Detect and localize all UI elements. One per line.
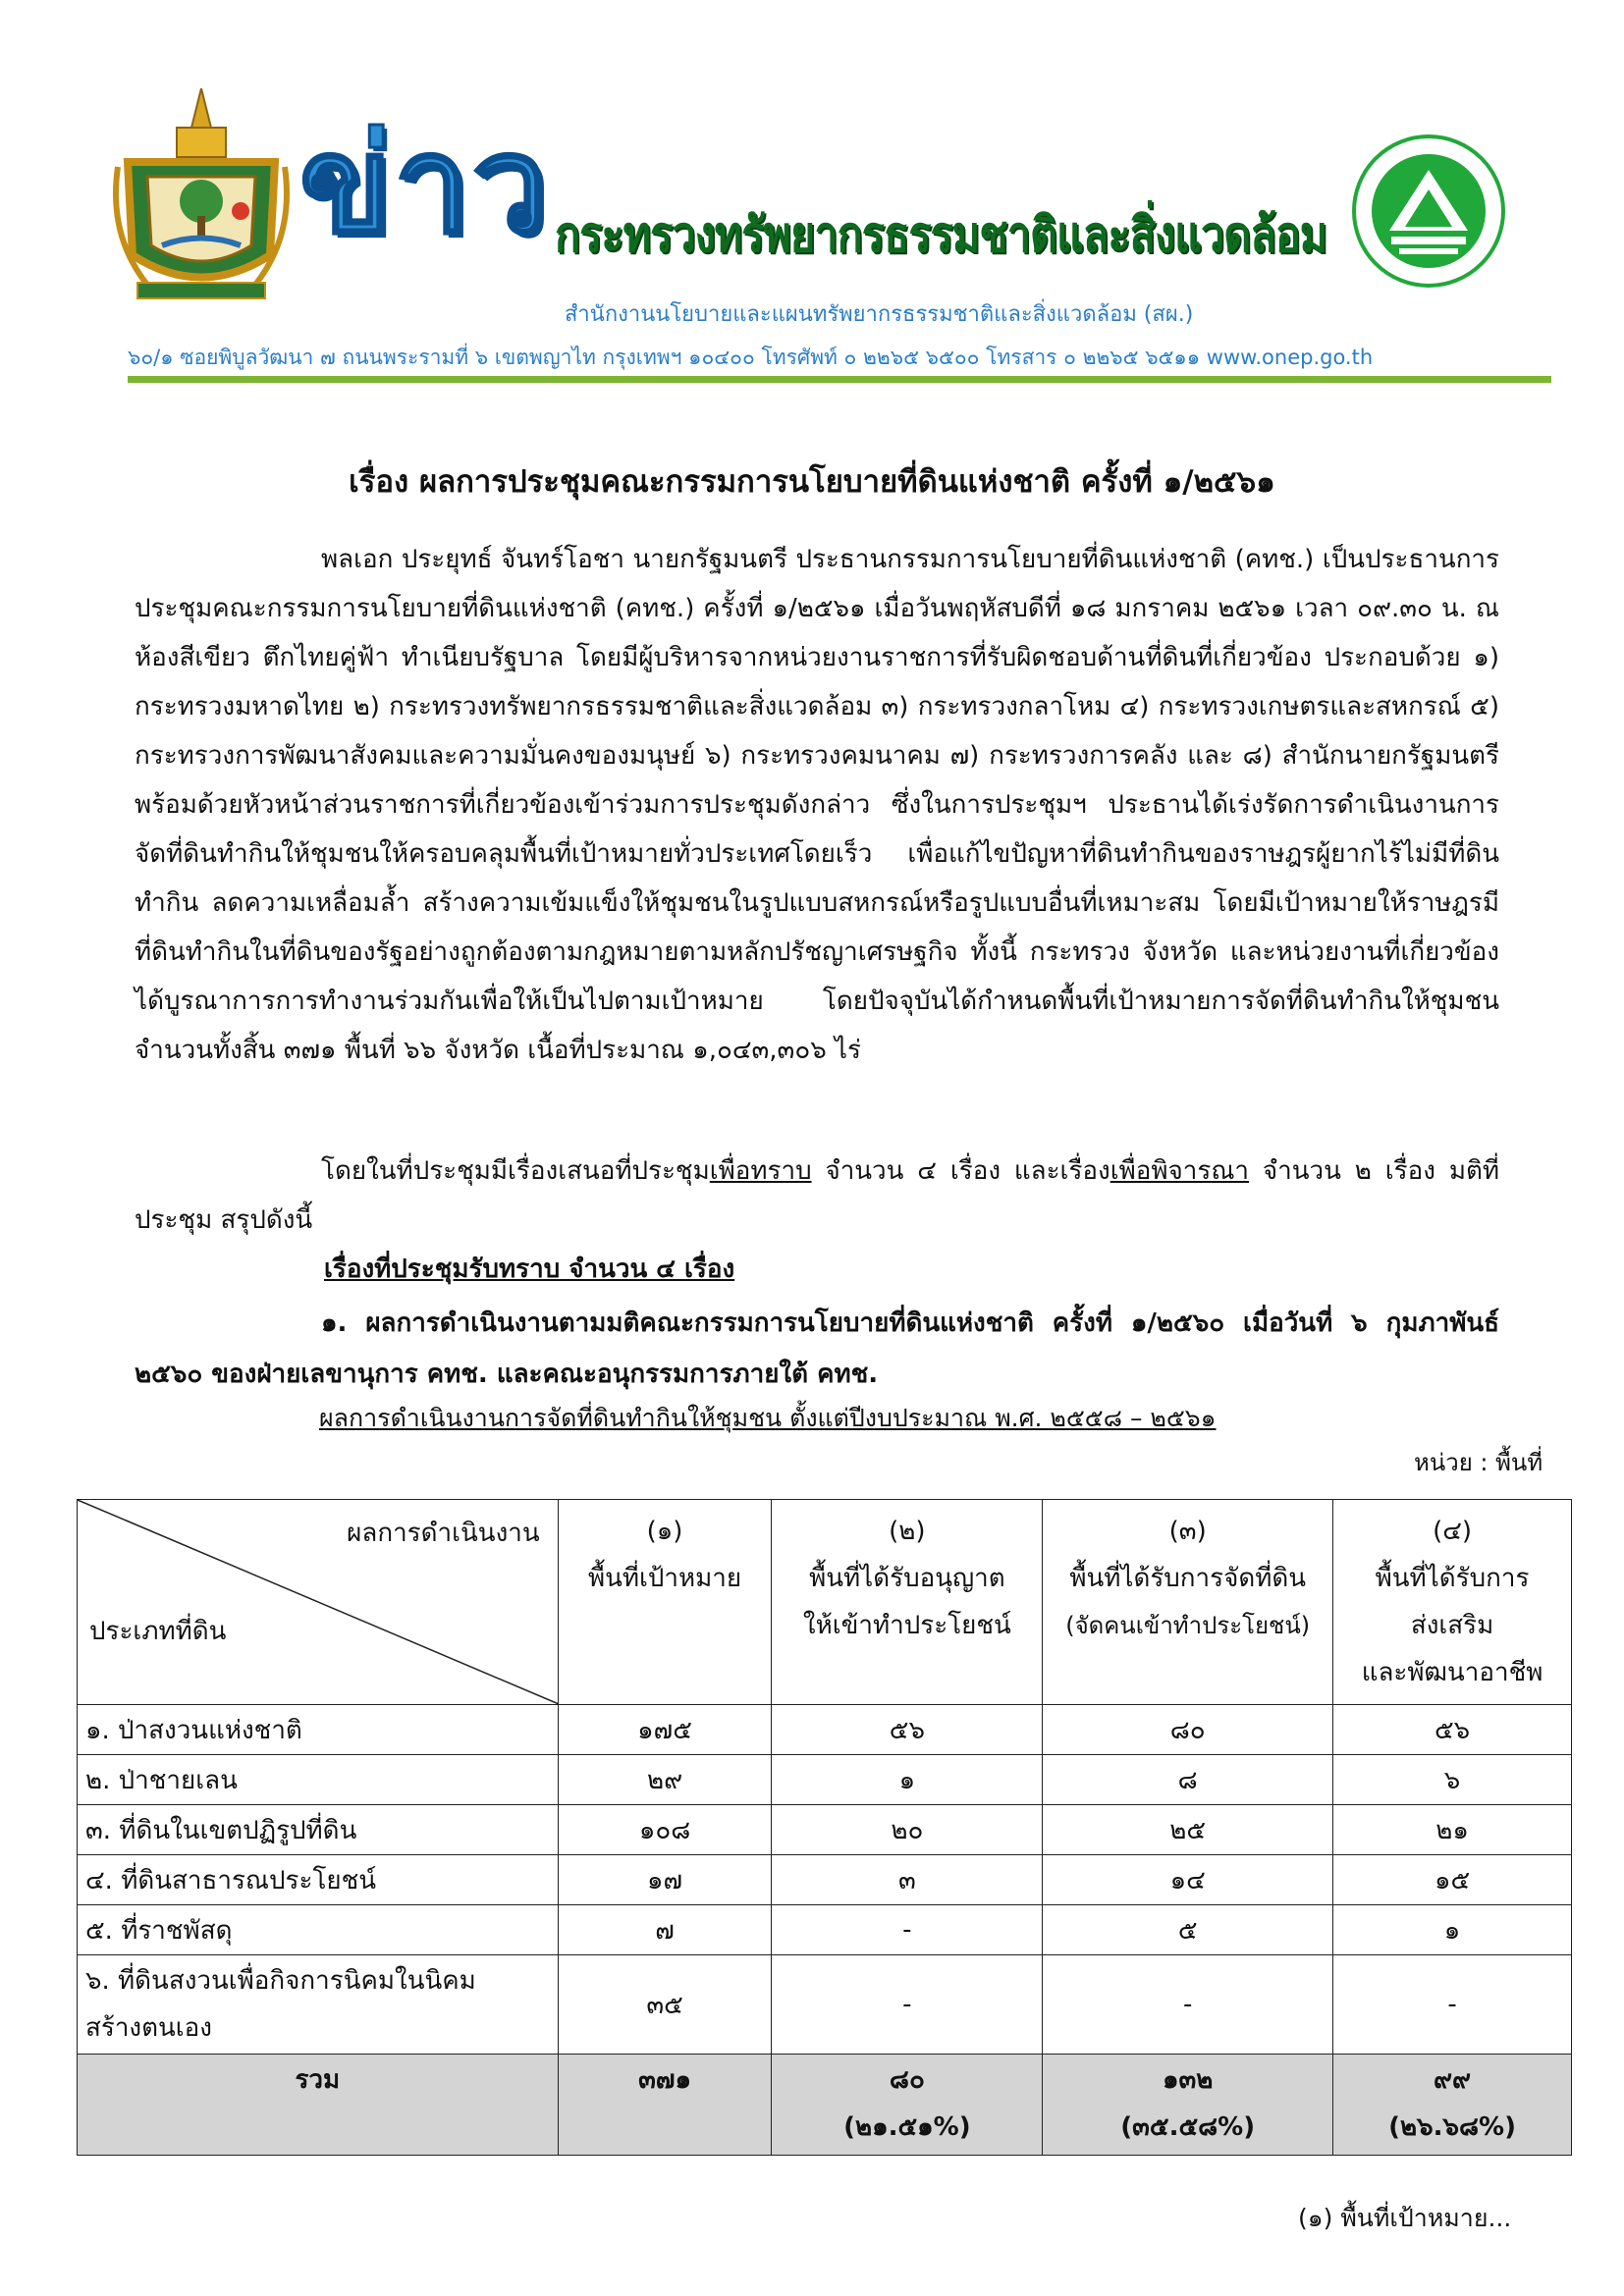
column-header-1: (๑) พื้นที่เป้าหมาย — [558, 1500, 772, 1705]
header-divider — [128, 376, 1551, 383]
cell-allocated: ๕ — [1043, 1905, 1333, 1955]
table-corner-cell — [78, 1500, 559, 1705]
cell-target: ๗ — [558, 1905, 772, 1955]
cell-promoted: ๒๑ — [1333, 1805, 1572, 1855]
cell-permitted: ๓ — [772, 1855, 1043, 1905]
body-paragraph-1 — [135, 535, 1499, 1075]
cell-target: ๑๐๘ — [558, 1805, 772, 1855]
office-name: สำนักงานนโยบายและแผนทรัพยากรธรรมชาติและสิ่งแวดล้อม (สผ.) — [565, 302, 1194, 327]
cell-allocated: ๘๐ — [1043, 1705, 1333, 1755]
table-row — [78, 1905, 1572, 1955]
land-allocation-table — [77, 1499, 1572, 2156]
cell-permitted: ๕๖ — [772, 1705, 1043, 1755]
cell-promoted: ๕๖ — [1333, 1705, 1572, 1755]
column-header-4: (๔) พื้นที่ได้รับการ ส่งเสริม และพัฒนาอาชีพ — [1333, 1500, 1572, 1705]
subject-title: เรื่อง ผลการประชุมคณะกรรมการนโยบายที่ดินแห่งชาติ ครั้งที่ ๑/๒๕๖๑ — [349, 464, 1275, 500]
row-label: ๑. ป่าสงวนแห่งชาติ — [78, 1705, 559, 1755]
ministry-emblem-icon — [108, 88, 295, 304]
row-label: ๕. ที่ราชพัสดุ — [78, 1905, 559, 1955]
for-consideration-term: เพื่อพิจารณา — [1110, 1156, 1250, 1186]
para2-text-a: โดยในที่ประชุมมีเรื่องเสนอที่ประชุม — [321, 1156, 710, 1186]
para2-text-c: จำนวน ๔ เรื่อง และเรื่อง — [811, 1156, 1110, 1186]
table-row — [78, 1955, 1572, 2055]
continuation-note: (๑) พื้นที่เป้าหมาย... — [1298, 2204, 1512, 2232]
body-paragraph-1-text: พลเอก ประยุทธ์ จันทร์โอชา นายกรัฐมนตรี ประธานกรรมการนโยบายที่ดินแห่งชาติ (คทช.) เป็นประธานการประชุมคณะกรรมการนโยบายที่ดินแห่งชาติ (คทช.) ครั้งที่ ๑/๒๕๖๑ เมื่อวันพฤหัสบดีที่ ๑๘ มกราคม ๒๕๖๑ เวลา ๐๙.๓๐ น. ณ ห้องสีเขียว ตึกไทยคู่ฟ้า ทำเนียบรัฐบาล โดยมีผู้บริหารจากหน่วยงานราชการที่รับผิดชอบด้านที่ดินที่เกี่ยวข้อง ประกอบด้วย ๑) กระทรวงมหาดไทย ๒) กระทรวงทรัพยากรธรรมชาติและสิ่งแวดล้อม ๓) กระทรวงกลาโหม ๔) กระทรวงเกษตรและสหกรณ์ ๕) กระทรวงการพัฒนาสังคมและความมั่นคงของมนุษย์ ๖) กระทรวงคมนาคม ๗) กระทรวงการคลัง และ ๘) สำนักนายกรัฐมนตรี พร้อมด้วยหัวหน้าส่วนราชการที่เกี่ยวข้องเข้าร่วมการประชุมดังกล่าว ซึ่งในการประชุมฯ ประธานได้เร่งรัดการดำเนินงานการจัดที่ดินทำกินให้ชุมชนให้ครอบคลุมพื้นที่เป้าหมายทั่วประเทศโดยเร็ว เพื่อแก้ไขปัญหาที่ดินทำกินของราษฎรผู้ยากไร้ไม่มีที่ดินทำกิน ลดความเหลื่อมล้ำ สร้างความเข้มแข็งให้ชุมชนในรูปแบบสหกรณ์หรือรูปแบบอื่นที่เหมาะสม โดยมีเป้าหมายให้ราษฎรมีที่ดินทำกินในที่ดินของรัฐอย่างถูกต้องตามกฎหมายตามหลักปรัชญาเศรษฐกิจ ทั้งนี้ กระทรวง จังหวัด และหน่วยงานที่เกี่ยวข้อง ได้บูรณาการการทำงานร่วมกันเพื่อให้เป็นไปตามเป้าหมาย โดยปัจจุบันได้กำหนดพื้นที่เป้าหมายการจัดที่ดินทำกินให้ชุมชน จำนวนทั้งสิ้น ๓๗๑ พื้นที่ ๖๖ จังหวัด เนื้อที่ประมาณ ๑,๐๔๓,๓๐๖ ไร่ — [135, 545, 1499, 1065]
table-row — [78, 1805, 1572, 1855]
cell-target: ๑๗ — [558, 1855, 772, 1905]
total-promoted: ๙๙ (๒๖.๖๘%) — [1333, 2055, 1572, 2156]
agenda-item-1-text: ๑. ผลการดำเนินงานตามมติคณะกรรมการนโยบายที่ดินแห่งชาติ ครั้งที่ ๑/๒๕๖๐ เมื่อวันที่ ๖ กุมภาพันธ์ ๒๕๖๐ ของฝ่ายเลขานุการ คทช. และคณะอนุกรรมการภายใต้ คทช. — [135, 1308, 1499, 1389]
cell-allocated: ๘ — [1043, 1755, 1333, 1805]
total-label: รวม — [78, 2055, 559, 2156]
cell-target: ๓๕ — [558, 1955, 772, 2055]
news-heading: ข่าว — [299, 106, 551, 264]
ministry-name: กระทรวงทรัพยากรธรรมชาติและสิ่งแวดล้อม — [555, 206, 1327, 263]
total-target: ๓๗๑ — [558, 2055, 772, 2156]
cell-promoted: ๑๕ — [1333, 1855, 1572, 1905]
cell-allocated: - — [1043, 1955, 1333, 2055]
cell-target: ๒๙ — [558, 1755, 772, 1805]
section-heading: เรื่องที่ประชุมรับทราบ จำนวน ๔ เรื่อง — [324, 1255, 735, 1284]
column-header-3: (๓) พื้นที่ได้รับการจัดที่ดิน (จัดคนเข้าทำประโยชน์) — [1043, 1500, 1333, 1705]
address-line: ๖๐/๑ ซอยพิบูลวัฒนา ๗ ถนนพระรามที่ ๖ เขตพญาไท กรุงเทพฯ ๑๐๔๐๐ โทรศัพท์ ๐ ๒๒๖๕ ๖๕๐๐ โทรสาร ๐ ๒๒๖๕ ๖๕๑๑ www.onep.go.th — [128, 346, 1374, 369]
total-permitted: ๘๐ (๒๑.๕๑%) — [772, 2055, 1043, 2156]
table-row — [78, 1705, 1572, 1755]
cell-permitted: - — [772, 1955, 1043, 2055]
cell-permitted: ๒๐ — [772, 1805, 1043, 1855]
row-label: ๒. ป่าชายเลน — [78, 1755, 559, 1805]
table-row — [78, 1855, 1572, 1905]
row-label: ๓. ที่ดินในเขตปฏิรูปที่ดิน — [78, 1805, 559, 1855]
for-information-term: เพื่อทราบ — [709, 1156, 812, 1186]
table-header-row — [78, 1500, 1572, 1705]
corner-top-label: ผลการดำเนินงาน — [347, 1519, 540, 1548]
row-label: ๔. ที่ดินสาธารณประโยชน์ — [78, 1855, 559, 1905]
para2-text-e: จำนวน ๒ เรื่อง มติที่ประชุม สรุปดังนี้ — [135, 1156, 1499, 1235]
cell-promoted: ๑ — [1333, 1905, 1572, 1955]
cell-target: ๑๗๕ — [558, 1705, 772, 1755]
cell-permitted: - — [772, 1905, 1043, 1955]
total-allocated: ๑๓๒ (๓๕.๕๘%) — [1043, 2055, 1333, 2156]
column-header-2: (๒) พื้นที่ได้รับอนุญาต ให้เข้าทำประโยชน์ — [772, 1500, 1043, 1705]
cell-allocated: ๒๕ — [1043, 1805, 1333, 1855]
agenda-item-1 — [135, 1298, 1499, 1400]
table-total-row — [78, 2055, 1572, 2156]
cell-permitted: ๑ — [772, 1755, 1043, 1805]
cell-promoted: - — [1333, 1955, 1572, 2055]
body-paragraph-2 — [135, 1147, 1499, 1245]
cell-allocated: ๑๔ — [1043, 1855, 1333, 1905]
table-caption: ผลการดำเนินงานการจัดที่ดินทำกินให้ชุมชน ตั้งแต่ปีงบประมาณ พ.ศ. ๒๕๕๘ – ๒๕๖๑ — [319, 1404, 1217, 1432]
corner-bottom-label: ประเภทที่ดิน — [89, 1617, 227, 1646]
row-label: ๖. ที่ดินสงวนเพื่อกิจการนิคมในนิคม สร้างตนเอง — [78, 1955, 559, 2055]
unit-label: หน่วย : พื้นที่ — [1414, 1449, 1543, 1476]
table-row — [78, 1755, 1572, 1805]
cell-promoted: ๖ — [1333, 1755, 1572, 1805]
onep-logo-icon — [1350, 133, 1507, 290]
